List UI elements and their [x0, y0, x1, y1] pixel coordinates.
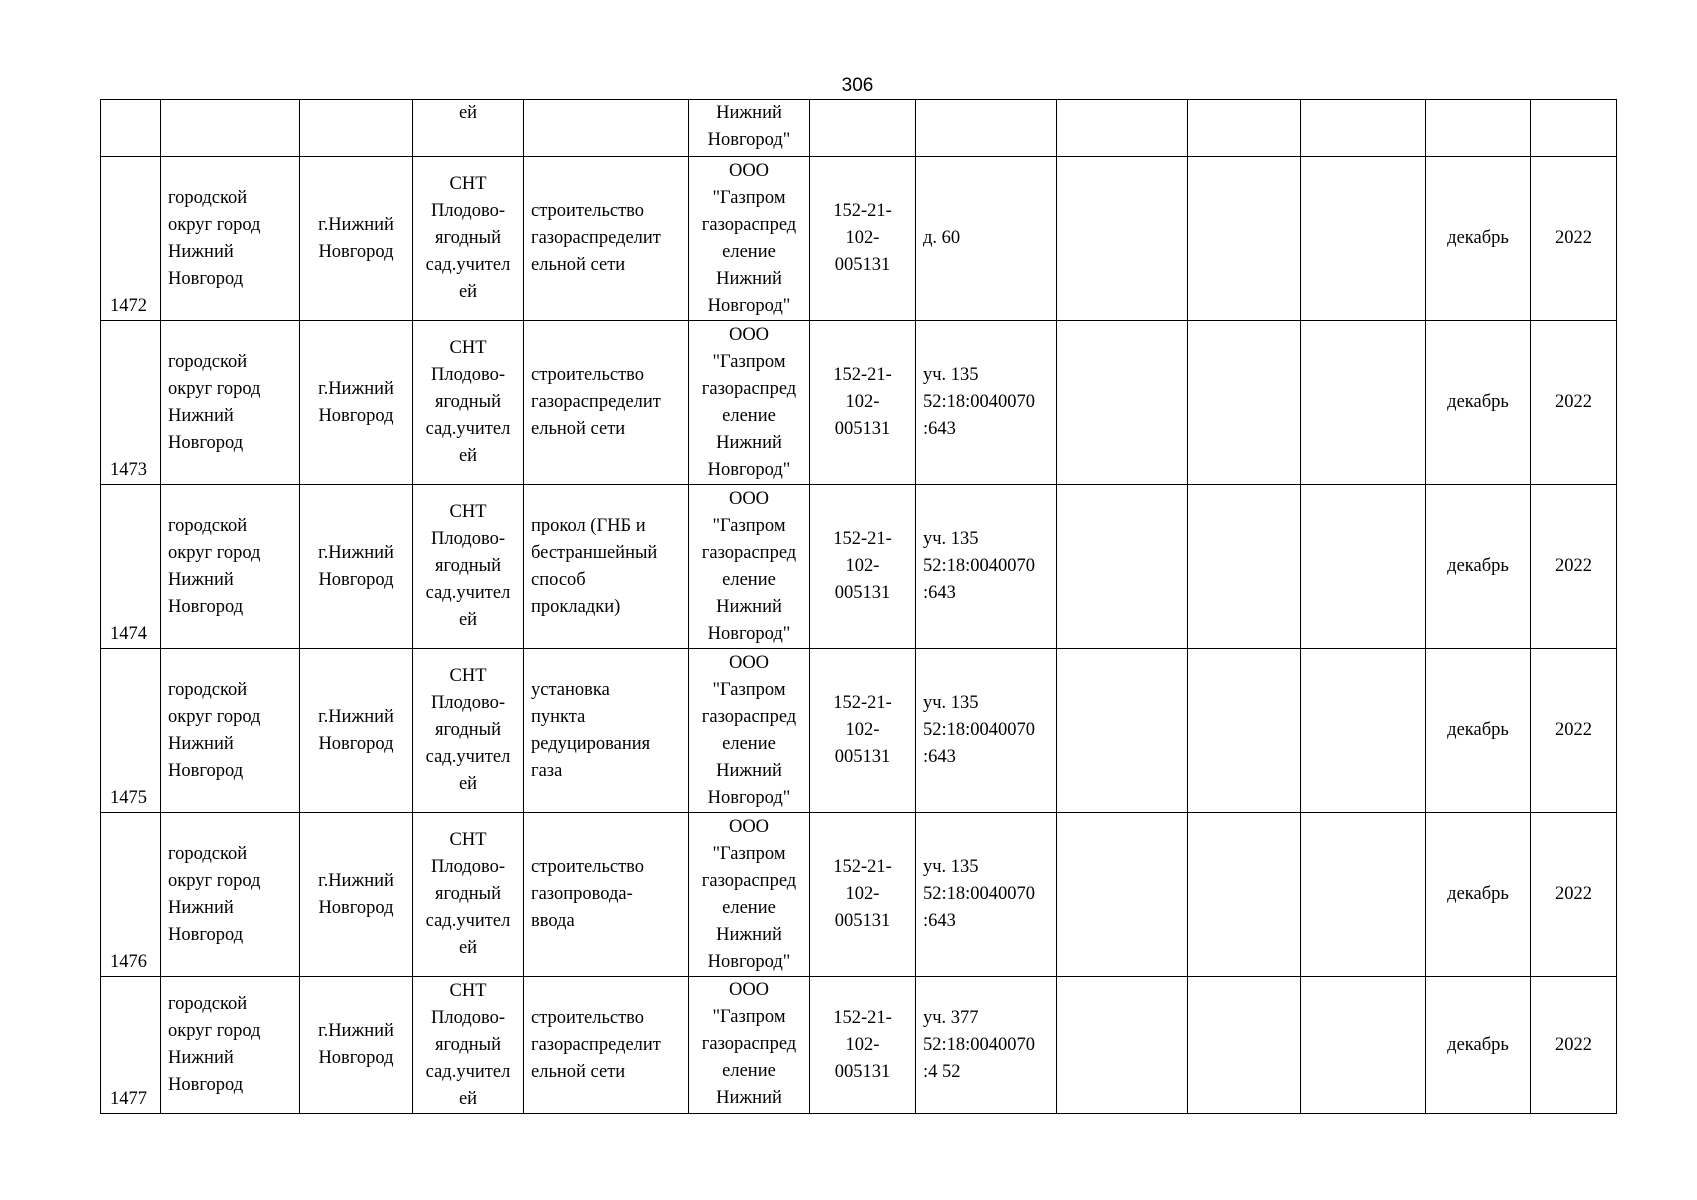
cell-year: 2022 [1531, 485, 1617, 649]
code-line: 152-21- [833, 365, 892, 385]
district-line: округ город [168, 706, 261, 727]
org-line: газораспред [701, 706, 797, 727]
table-row [101, 649, 1617, 813]
org-line: ООО [728, 816, 770, 837]
org-line: еление [722, 241, 776, 262]
cell-address [916, 157, 1057, 321]
object-line: ягодный [435, 228, 501, 248]
object-line: СНТ [449, 502, 487, 522]
cell-work [524, 321, 689, 485]
cell-district [161, 321, 300, 485]
district-line: округ город [168, 870, 261, 891]
cell-district [161, 649, 300, 813]
code-line: 152-21- [833, 857, 892, 877]
address-line: :643 [923, 911, 956, 931]
cell-number: 1475 [101, 649, 161, 813]
cell-year: 2022 [1531, 649, 1617, 813]
org-line: газораспред [701, 378, 797, 399]
code-line: 152-21- [833, 201, 892, 221]
cell-empty [1188, 649, 1301, 813]
cell-district [161, 977, 300, 1114]
org-line: ООО [728, 324, 770, 345]
object-line: ей [458, 938, 478, 958]
cell-code [810, 157, 916, 321]
org-line: "Газпром [712, 187, 786, 208]
object-line: ягодный [435, 720, 501, 740]
district-line: Новгород [168, 1075, 244, 1095]
code-line: 005131 [834, 583, 891, 603]
cell-object [413, 813, 524, 977]
city-line: г.Нижний [318, 214, 394, 235]
code-line: 102- [845, 392, 880, 412]
district-line: Нижний [168, 405, 234, 426]
cell-empty [1188, 813, 1301, 977]
district-line: округ город [168, 378, 261, 399]
object-line: ей [458, 446, 478, 466]
cell-month: декабрь [1426, 813, 1531, 977]
district-line: Новгород [168, 596, 244, 617]
object-line: ей [458, 103, 478, 123]
address-line: 52:18:0040070 [923, 392, 1036, 412]
cell-city [300, 649, 413, 813]
code-line: 005131 [834, 255, 891, 275]
object-line: сад.учител [425, 419, 511, 439]
cell-year: 2022 [1531, 977, 1617, 1114]
work-line: ввода [531, 911, 575, 931]
work-line: прокол (ГНБ и [531, 515, 646, 536]
org-line: "Газпром [712, 679, 786, 700]
object-line: Плодово- [431, 365, 505, 385]
cell-month [1426, 100, 1531, 157]
org-line: еление [722, 897, 776, 918]
object-line: сад.учител [425, 911, 511, 931]
object-line: Плодово- [431, 201, 505, 221]
cell-address [916, 321, 1057, 485]
cell-work [524, 157, 689, 321]
cell-empty [1057, 813, 1188, 977]
address-line: уч. 135 [923, 365, 979, 385]
cell-address [916, 813, 1057, 977]
work-line: пункта [531, 706, 586, 727]
object-line: Плодово- [431, 693, 505, 713]
address-line: 52:18:0040070 [923, 720, 1036, 740]
cell-district [161, 100, 300, 157]
district-line: городской [168, 994, 248, 1014]
page-number: 306 [841, 75, 874, 96]
city-line: г.Нижний [318, 542, 394, 563]
city-line: Новгород [318, 569, 394, 590]
city-line: Новгород [318, 733, 394, 754]
district-line: Нижний [168, 241, 234, 262]
table-row [101, 813, 1617, 977]
cell-number: 1474 [101, 485, 161, 649]
district-line: округ город [168, 1021, 261, 1041]
cell-number: 1472 [101, 157, 161, 321]
cell-empty [1301, 157, 1426, 321]
district-line: Новгород [168, 268, 244, 289]
org-line: Нижний [716, 760, 782, 781]
address-line: 52:18:0040070 [923, 884, 1036, 904]
cell-number: 1473 [101, 321, 161, 485]
cell-empty [1188, 100, 1301, 157]
cell-empty [1301, 813, 1426, 977]
cell-object [413, 977, 524, 1114]
cell-district [161, 157, 300, 321]
cell-district [161, 485, 300, 649]
code-line: 152-21- [833, 1007, 892, 1028]
table-row [101, 321, 1617, 485]
cell-org [689, 649, 810, 813]
city-line: Новгород [318, 897, 394, 918]
code-line: 102- [845, 884, 880, 904]
cell-org [689, 157, 810, 321]
district-line: городской [168, 515, 248, 536]
address-line: :643 [923, 747, 956, 767]
city-line: г.Нижний [318, 378, 394, 399]
cell-code [810, 649, 916, 813]
cell-empty [1188, 977, 1301, 1114]
cell-empty [1057, 977, 1188, 1114]
cell-code [810, 977, 916, 1114]
cell-address [916, 977, 1057, 1114]
address-line: д. 60 [923, 228, 961, 248]
district-line: Новгород [168, 760, 244, 781]
object-line: ей [458, 1088, 478, 1109]
org-line: Новгород" [707, 130, 791, 150]
code-line: 005131 [834, 747, 891, 767]
district-line: городской [168, 843, 248, 864]
district-line: округ город [168, 542, 261, 563]
district-line: Нижний [168, 897, 234, 918]
cell-code [810, 485, 916, 649]
cell-month: декабрь [1426, 977, 1531, 1114]
object-line: ягодный [435, 556, 501, 576]
address-line: уч. 135 [923, 857, 979, 877]
address-line: 52:18:0040070 [923, 556, 1036, 576]
cell-city [300, 813, 413, 977]
org-line: "Газпром [712, 351, 786, 372]
object-line: Плодово- [431, 857, 505, 877]
org-line: Новгород" [707, 787, 791, 808]
city-line: г.Нижний [318, 1021, 394, 1041]
org-line: газораспред [701, 1034, 797, 1054]
cell-code [810, 100, 916, 157]
work-line: строительство [531, 201, 645, 221]
cell-empty [1057, 485, 1188, 649]
cell-year: 2022 [1531, 813, 1617, 977]
city-line: Новгород [318, 1048, 394, 1068]
org-line: "Газпром [712, 515, 786, 536]
cell-number: 1476 [101, 813, 161, 977]
cell-org [689, 321, 810, 485]
object-line: ей [458, 774, 478, 794]
work-line: газораспределит [531, 1034, 661, 1055]
org-line: Нижний [716, 268, 782, 289]
org-line: еление [722, 733, 776, 754]
code-line: 102- [845, 1034, 880, 1055]
code-line: 005131 [834, 1061, 891, 1082]
cell-org [689, 485, 810, 649]
work-line: ельной сети [531, 255, 626, 275]
code-line: 102- [845, 556, 880, 576]
code-line: 005131 [834, 911, 891, 931]
org-line: Новгород" [707, 295, 791, 316]
work-line: редуцирования [531, 733, 651, 754]
code-line: 005131 [834, 419, 891, 439]
city-line: Новгород [318, 241, 394, 262]
object-line: сад.учител [425, 583, 511, 603]
cell-year: 2022 [1531, 157, 1617, 321]
address-line: :643 [923, 583, 956, 603]
cell-city [300, 321, 413, 485]
org-line: газораспред [701, 214, 797, 235]
cell-city [300, 157, 413, 321]
cell-empty [1057, 649, 1188, 813]
org-line: ООО [728, 160, 770, 181]
address-line: уч. 135 [923, 529, 979, 549]
address-line: уч. 377 [923, 1007, 979, 1028]
cell-empty [1057, 157, 1188, 321]
cell-year: 2022 [1531, 321, 1617, 485]
object-line: ягодный [435, 1034, 501, 1055]
object-line: СНТ [449, 980, 487, 1001]
work-line: газа [531, 760, 563, 781]
work-line: бестраншейный [531, 542, 658, 563]
table-row [101, 977, 1617, 1114]
city-line: г.Нижний [318, 870, 394, 891]
cell-city [300, 977, 413, 1114]
object-line: Плодово- [431, 529, 505, 549]
address-line: :4 52 [923, 1061, 961, 1082]
work-line: строительство [531, 365, 645, 385]
cell-empty [1301, 321, 1426, 485]
cell-city [300, 100, 413, 157]
cell-work [524, 977, 689, 1114]
registry-table [100, 99, 1617, 1114]
cell-empty [1188, 485, 1301, 649]
org-line: газораспред [701, 542, 797, 563]
org-line: Новгород" [707, 951, 791, 972]
cell-object [413, 100, 524, 157]
cell-org [689, 813, 810, 977]
cell-empty [1188, 157, 1301, 321]
cell-empty [1188, 321, 1301, 485]
cell-address [916, 649, 1057, 813]
object-line: сад.учител [425, 747, 511, 767]
org-line: ООО [728, 652, 770, 673]
cell-empty [1057, 321, 1188, 485]
code-line: 152-21- [833, 529, 892, 549]
cell-number [101, 100, 161, 157]
district-line: городской [168, 351, 248, 372]
cell-empty [1301, 485, 1426, 649]
cell-object [413, 157, 524, 321]
cell-address [916, 100, 1057, 157]
continued-row [101, 100, 1617, 157]
org-line: "Газпром [712, 843, 786, 864]
district-line: Нижний [168, 733, 234, 754]
work-line: газопровода- [531, 884, 633, 904]
address-line: :643 [923, 419, 956, 439]
cell-district [161, 813, 300, 977]
org-line: Нижний [716, 432, 782, 453]
work-line: ельной сети [531, 419, 626, 439]
cell-year [1531, 100, 1617, 157]
object-line: ягодный [435, 392, 501, 412]
work-line: ельной сети [531, 1061, 626, 1082]
district-line: Нижний [168, 1048, 234, 1068]
cell-address [916, 485, 1057, 649]
code-line: 102- [845, 720, 880, 740]
cell-month: декабрь [1426, 485, 1531, 649]
object-line: ей [458, 610, 478, 630]
cell-work [524, 649, 689, 813]
table-row [101, 157, 1617, 321]
district-line: Новгород [168, 924, 244, 945]
work-line: газораспределит [531, 392, 661, 412]
org-line: "Газпром [712, 1007, 786, 1027]
org-line: еление [722, 405, 776, 426]
object-line: СНТ [449, 666, 487, 686]
cell-month: декабрь [1426, 157, 1531, 321]
cell-code [810, 813, 916, 977]
work-line: способ [531, 569, 586, 590]
district-line: городской [168, 187, 248, 208]
work-line: строительство [531, 1007, 645, 1028]
org-line: Нижний [716, 924, 782, 945]
city-line: г.Нижний [318, 706, 394, 727]
cell-work [524, 813, 689, 977]
address-line: уч. 135 [923, 693, 979, 713]
cell-empty [1301, 649, 1426, 813]
work-line: прокладки) [531, 596, 621, 617]
cell-object [413, 321, 524, 485]
cell-object [413, 649, 524, 813]
cell-month: декабрь [1426, 321, 1531, 485]
org-line: Нижний [716, 1088, 782, 1108]
district-line: округ город [168, 214, 261, 235]
cell-work [524, 485, 689, 649]
work-line: строительство [531, 857, 645, 877]
org-line: газораспред [701, 870, 797, 891]
table-row [101, 485, 1617, 649]
org-line: еление [722, 569, 776, 590]
cell-empty [1301, 977, 1426, 1114]
cell-city [300, 485, 413, 649]
cell-org [689, 977, 810, 1114]
work-line: установка [531, 679, 610, 700]
cell-empty [1301, 100, 1426, 157]
cell-object [413, 485, 524, 649]
object-line: СНТ [449, 338, 487, 358]
object-line: ягодный [435, 884, 501, 904]
cell-month: декабрь [1426, 649, 1531, 813]
object-line: СНТ [449, 174, 487, 194]
district-line: Новгород [168, 432, 244, 453]
cell-org [689, 100, 810, 157]
object-line: сад.учител [425, 1061, 511, 1082]
org-line: Нижний [716, 596, 782, 617]
org-line: еление [722, 1061, 776, 1081]
object-line: СНТ [449, 830, 487, 850]
org-line: ООО [728, 488, 770, 509]
address-line: 52:18:0040070 [923, 1034, 1036, 1055]
org-line: Новгород" [707, 459, 791, 480]
cell-work [524, 100, 689, 157]
district-line: Нижний [168, 569, 234, 590]
object-line: Плодово- [431, 1007, 505, 1028]
object-line: ей [458, 282, 478, 302]
org-line: Новгород" [707, 623, 791, 644]
code-line: 102- [845, 228, 880, 248]
city-line: Новгород [318, 405, 394, 426]
object-line: сад.учител [425, 255, 511, 275]
cell-code [810, 321, 916, 485]
cell-number: 1477 [101, 977, 161, 1114]
org-line: Нижний [716, 103, 782, 123]
work-line: газораспределит [531, 228, 661, 248]
district-line: городской [168, 679, 248, 700]
code-line: 152-21- [833, 693, 892, 713]
org-line: ООО [728, 980, 770, 1000]
cell-empty [1057, 100, 1188, 157]
